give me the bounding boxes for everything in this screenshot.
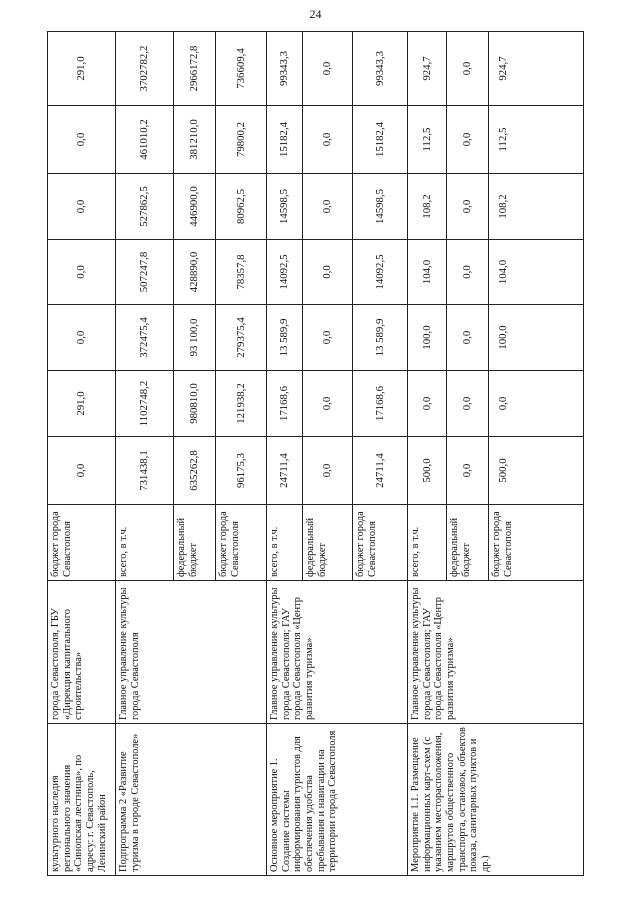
value-cell: 14092,5 [267, 240, 303, 305]
value-cell: 0,0 [447, 437, 489, 505]
funding-source-cell: всего, в т.ч. [267, 505, 303, 581]
responsible-cell: Главное управление культуры города Севастополя; ГАУ города Севастополя «Центр развития туризма» [267, 581, 408, 724]
funding-source-cell: всего, в т.ч. [116, 505, 174, 581]
value-cell: 0,0 [447, 371, 489, 437]
value-cell: 736609,4 [216, 32, 267, 106]
value-cell: 0,0 [303, 32, 353, 106]
value-cell: 372475,4 [116, 305, 174, 371]
funding-source-cell: федеральный бюджет [174, 505, 216, 581]
value-cell: 635262,8 [174, 437, 216, 505]
value-cell: 731438,1 [116, 437, 174, 505]
funding-source-cell: федеральный бюджет [447, 505, 489, 581]
value-cell: 14092,5 [353, 240, 408, 305]
value-cell: 0,0 [447, 305, 489, 371]
value-cell: 1102748,2 [116, 371, 174, 437]
responsible-cell: Главное управление культуры города Севастополя [116, 581, 267, 724]
value-cell: 0,0 [303, 305, 353, 371]
program-name-cell: Подпрограмма 2 «Развитие туризма в городе Севастополе» [116, 724, 267, 876]
value-cell: 0,0 [303, 371, 353, 437]
value-cell: 0,0 [48, 305, 116, 371]
value-cell: 14598,5 [353, 174, 408, 240]
value-cell: 0,0 [48, 437, 116, 505]
value-cell: 980810,0 [174, 371, 216, 437]
value-cell: 93 100,0 [174, 305, 216, 371]
value-cell: 0,0 [303, 106, 353, 174]
value-cell: 78357,8 [216, 240, 267, 305]
value-cell: 446900,0 [174, 174, 216, 240]
table-row [408, 32, 447, 876]
value-cell: 291,0 [48, 32, 116, 106]
funding-source-cell: федеральный бюджет [303, 505, 353, 581]
value-cell: 3702782,2 [116, 32, 174, 106]
value-cell: 104,0 [408, 240, 447, 305]
value-cell: 507247,8 [116, 240, 174, 305]
responsible-cell: Главное управление культуры города Севастополя; ГАУ города Севастополя «Центр развития туризма» [408, 581, 584, 724]
value-cell: 80962,5 [216, 174, 267, 240]
value-cell: 0,0 [48, 174, 116, 240]
value-cell: 291,0 [48, 371, 116, 437]
value-cell: 0,0 [447, 240, 489, 305]
funding-source-cell: бюджет города Севастополя [48, 505, 116, 581]
value-cell: 0,0 [303, 174, 353, 240]
program-name-cell: Основное мероприятие 1. Создание системы информирования туристов для обеспечения удобства пребывания и навигации на территории города Севастополя [267, 724, 408, 876]
value-cell: 500,0 [489, 437, 584, 505]
rotated-table-wrapper [47, 32, 583, 876]
value-cell: 527862,5 [116, 174, 174, 240]
value-cell: 13 589,9 [353, 305, 408, 371]
value-cell: 15182,4 [267, 106, 303, 174]
budget-table [47, 31, 584, 876]
value-cell: 96175,3 [216, 437, 267, 505]
funding-source-cell: бюджет города Севастополя [216, 505, 267, 581]
value-cell: 108,2 [408, 174, 447, 240]
value-cell: 0,0 [447, 32, 489, 106]
value-cell: 461010,2 [116, 106, 174, 174]
value-cell: 112,5 [489, 106, 584, 174]
value-cell: 121938,2 [216, 371, 267, 437]
value-cell: 100,0 [489, 305, 584, 371]
value-cell: 0,0 [303, 437, 353, 505]
value-cell: 0,0 [489, 371, 584, 437]
value-cell: 17168,6 [267, 371, 303, 437]
value-cell: 2966172,8 [174, 32, 216, 106]
value-cell: 100,0 [408, 305, 447, 371]
table-row [267, 32, 303, 876]
value-cell: 13 589,9 [267, 305, 303, 371]
table-row [116, 32, 174, 876]
funding-source-cell: бюджет города Севастополя [353, 505, 408, 581]
value-cell: 24711,4 [353, 437, 408, 505]
value-cell: 500,0 [408, 437, 447, 505]
value-cell: 0,0 [447, 106, 489, 174]
program-name-cell: культурного наследия регионального значения «Синопская лестница», по адресу: г. Севастополь, Ленинский район [48, 724, 116, 876]
value-cell: 108,2 [489, 174, 584, 240]
value-cell: 79800,2 [216, 106, 267, 174]
value-cell: 14598,5 [267, 174, 303, 240]
value-cell: 104,0 [489, 240, 584, 305]
responsible-cell: города Севастополя, ГБУ «Дирекция капитального строительства» [48, 581, 116, 724]
value-cell: 15182,4 [353, 106, 408, 174]
value-cell: 112,5 [408, 106, 447, 174]
value-cell: 0,0 [303, 240, 353, 305]
value-cell: 0,0 [48, 106, 116, 174]
value-cell: 924,7 [408, 32, 447, 106]
value-cell: 99343,3 [267, 32, 303, 106]
value-cell: 924,7 [489, 32, 584, 106]
table-row [48, 32, 116, 876]
funding-source-cell: всего, в т.ч. [408, 505, 447, 581]
program-name-cell: Мероприятие 1.1. Размещение информационных карт-схем (с указанием месторасположения, маршрутов общественного транспорта, остановок, объектов показа, санитарных пунктов и др.) [408, 724, 584, 876]
value-cell: 0,0 [408, 371, 447, 437]
funding-source-cell: бюджет города Севастополя [489, 505, 584, 581]
value-cell: 279375,4 [216, 305, 267, 371]
value-cell: 0,0 [447, 174, 489, 240]
value-cell: 428890,0 [174, 240, 216, 305]
value-cell: 17168,6 [353, 371, 408, 437]
page-number: 24 [309, 7, 322, 21]
value-cell: 381210,0 [174, 106, 216, 174]
value-cell: 99343,3 [353, 32, 408, 106]
value-cell: 24711,4 [267, 437, 303, 505]
value-cell: 0,0 [48, 240, 116, 305]
